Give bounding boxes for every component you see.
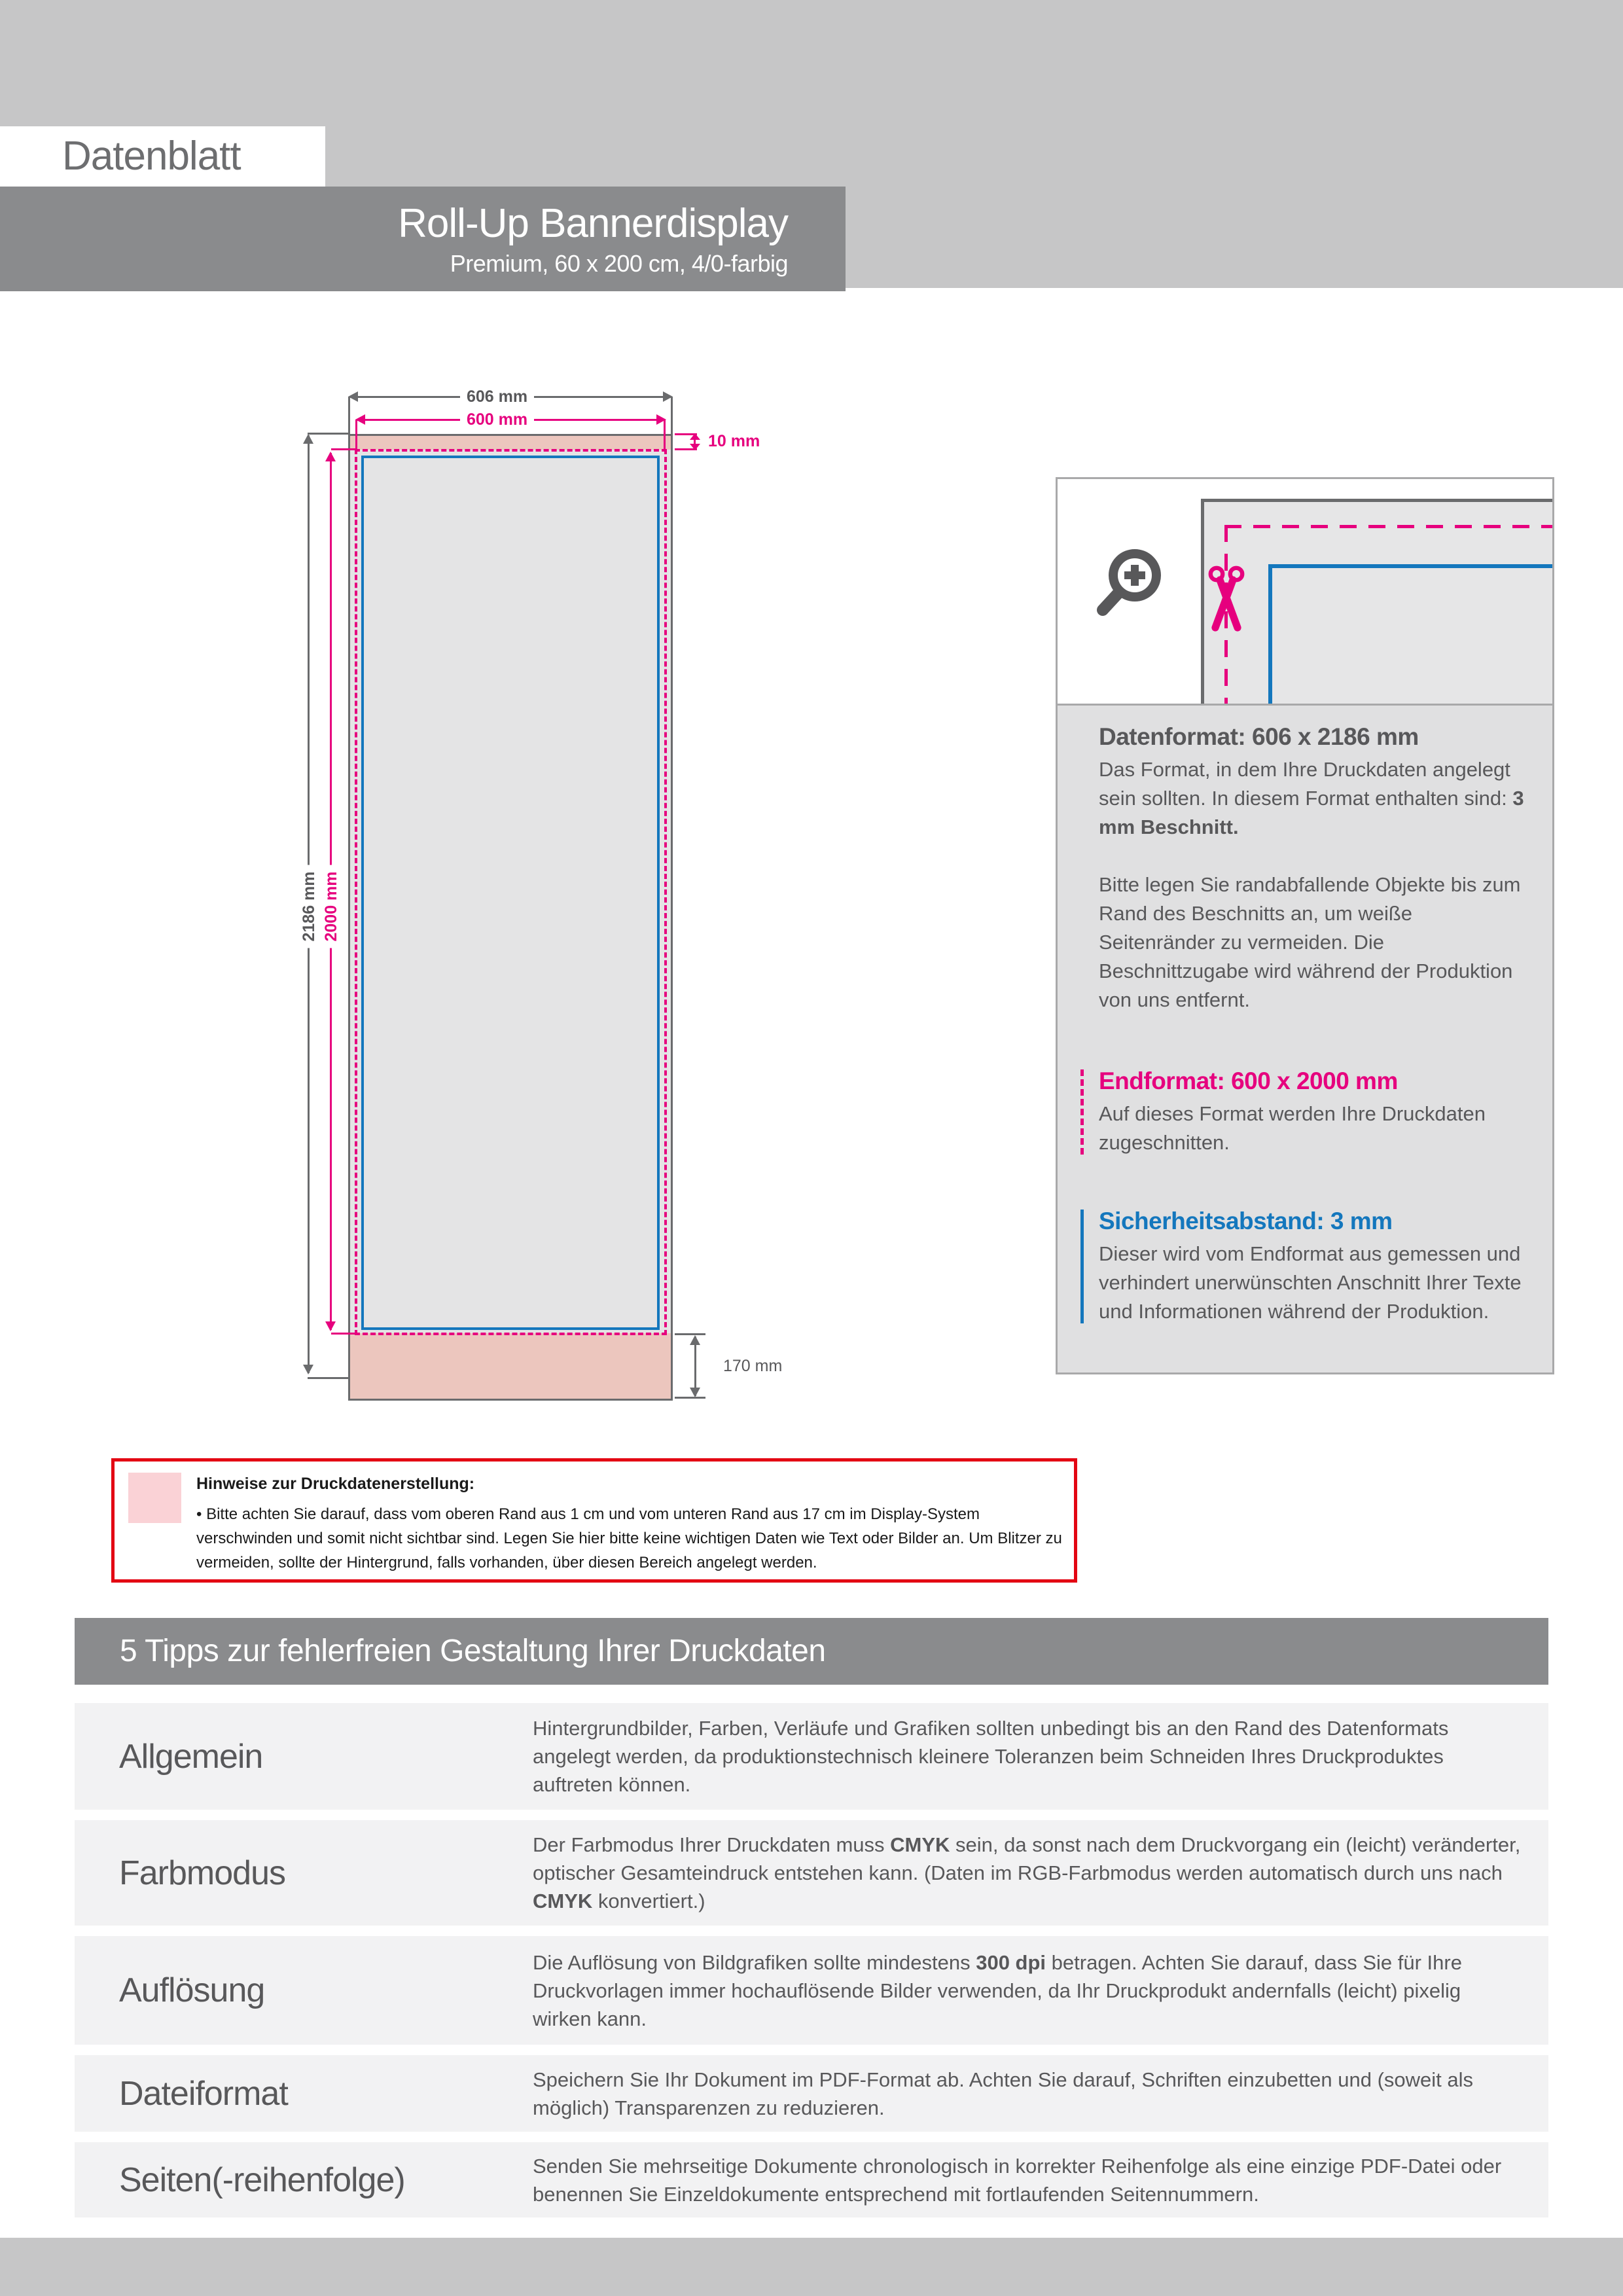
product-header [0, 187, 846, 291]
datenformat-paragraph: Bitte legen Sie randabfallende Objekte bis zum Rand des Beschnitts an, um weiße Seitenränder zu vermeiden. Die Beschnittzugabe wird während der Produktion von uns entfernt. [1099, 873, 1521, 1011]
dim-final-height-label: 2000 mm [320, 865, 342, 948]
safety-line-vertical [1268, 564, 1272, 704]
arrow-down-icon [325, 1321, 336, 1331]
tips-row-text: Hintergrundbilder, Farben, Verläufe und Grafiken sollten unbedingt bis an den Rand des Datenformats angelegt werden, da produktionstechnisch kleinere Toleranzen beim Schneiden Ihres Druckproduktes auftreten können. [533, 1717, 1449, 1796]
cut-line-horizontal [1224, 525, 1552, 528]
sicherheitsabstand-heading: Sicherheitsabstand: 3 mm [1099, 1208, 1393, 1234]
extension-line [331, 448, 355, 450]
notes-color-swatch [128, 1473, 181, 1523]
arrow-up-icon [303, 434, 313, 444]
info-panel-text [1058, 706, 1552, 1372]
dim-total-height-label: 2186 mm [298, 865, 320, 948]
dim-top-hidden-label: 10 mm [708, 432, 760, 450]
notes-title: Hinweise zur Druckdatenerstellung: [196, 1475, 475, 1493]
tips-row-text: Speichern Sie Ihr Dokument im PDF-Format ab. Achten Sie darauf, Schriften einzubetten und (soweit als möglich) Transparenzen zu reduzieren. [533, 2068, 1474, 2119]
notes-box [111, 1458, 1077, 1583]
extension-line [308, 1377, 348, 1379]
tips-row-text: Die Auflösung von Bildgrafiken sollte mindestens 300 dpi betragen. Achten Sie darauf, dass Sie für Ihre Druckvorlagen immer hochauflösende Bilder verwenden, da Ihr Druckprodukt andernfalls (leicht) pixelig wirken kann. [533, 1950, 1462, 2030]
hidden-area-bottom [350, 1333, 671, 1399]
tips-row-body [533, 1703, 1521, 1810]
arrow-up-icon [325, 452, 336, 461]
extension-line [664, 420, 666, 450]
arrow-up-icon [690, 1335, 700, 1345]
tips-row-label: Allgemein [119, 1737, 263, 1776]
dim-bottom-hidden-label: 170 mm [723, 1357, 783, 1375]
datenformat-heading: Datenformat: 606 x 2186 mm [1099, 723, 1419, 750]
corner-illustration [1201, 499, 1552, 704]
sheet-label: Datenblatt [0, 126, 325, 187]
notes-body: • Bitte achten Sie darauf, dass vom oberen Rand aus 1 cm und vom unteren Rand aus 17 cm im Display-System verschwinden und somit nicht sichtbar sind. Legen Sie hier bitte keine wichtigen Daten wie Text oder Bilder an. Um Blitzer zu vermeiden, sollte der Hintergrund, falls vorhanden, über diesen Bereich angelegt werden. [196, 1505, 1062, 1571]
magnifier-plus-icon [1090, 535, 1188, 639]
tips-row [75, 2055, 1548, 2132]
tips-row-body [533, 1936, 1521, 2045]
endformat-marker-line [1080, 1069, 1084, 1155]
extension-line [355, 420, 357, 450]
product-title: Roll-Up Bannerdisplay [398, 200, 788, 246]
dim-final-width-label: 600 mm [460, 408, 534, 431]
safety-area-rect [361, 456, 660, 1330]
tips-row-text: Der Farbmodus Ihrer Druckdaten muss CMYK sein, da sonst nach dem Druckvorgang ein (leicht) veränderter, optischer Gesamteindruck entstehen kann. (Daten im RGB-Farbmodus werden automatisch durch uns nach CMYK konvertiert.) [533, 1833, 1521, 1912]
tips-row-label: Seiten(-reihenfolge) [119, 2161, 405, 2199]
extension-line [308, 433, 348, 435]
tips-row [75, 1936, 1548, 2045]
extension-line [671, 397, 673, 434]
datenformat-paragraph: Das Format, in dem Ihre Druckdaten angelegt sein sollten. In diesem Format enthalten sind: 3 mm Beschnitt. [1099, 758, 1524, 838]
tips-row-label: Dateiformat [119, 2074, 288, 2113]
sicherheitsabstand-marker-line [1080, 1210, 1084, 1323]
footer-band [0, 2238, 1623, 2296]
endformat-heading: Endformat: 600 x 2000 mm [1099, 1067, 1398, 1094]
endformat-paragraph: Auf dieses Format werden Ihre Druckdaten zugeschnitten. [1099, 1102, 1486, 1154]
tips-row-label: Auflösung [119, 1971, 265, 2009]
tips-row [75, 2142, 1548, 2217]
arrow-down-icon [690, 444, 700, 450]
dim-total-width-label: 606 mm [460, 386, 534, 408]
tips-row-label: Farbmodus [119, 1854, 285, 1892]
tips-row-text: Senden Sie mehrseitige Dokumente chronologisch in korrekter Reihenfolge als eine einzige PDF-Datei oder benennen Sie Einzeldokumente entsprechend mit fortlaufenden Seitennummern. [533, 2154, 1502, 2206]
hidden-area-top [350, 436, 671, 450]
safety-line-horizontal [1268, 564, 1552, 568]
preview-box [1058, 479, 1552, 706]
tips-row-body [533, 2055, 1521, 2132]
tips-row [75, 1820, 1548, 1926]
arrow-down-icon [690, 1388, 700, 1397]
extension-line [331, 1333, 355, 1335]
arrow-down-icon [303, 1365, 313, 1374]
scissors-icon [1204, 565, 1249, 637]
tips-banner: 5 Tipps zur fehlerfreien Gestaltung Ihrer Druckdaten [75, 1618, 1548, 1685]
section-endformat [1099, 1067, 1527, 1157]
tips-row [75, 1703, 1548, 1810]
section-sicherheitsabstand [1099, 1207, 1527, 1326]
tips-row-body [533, 1820, 1521, 1926]
info-panel [1056, 477, 1554, 1374]
arrow-up-icon [690, 433, 700, 440]
section-datenformat [1099, 723, 1527, 1014]
sicherheitsabstand-paragraph: Dieser wird vom Endformat aus gemessen und verhindert unerwünschten Anschnitt Ihrer Texte und Informationen während der Produktion. [1099, 1242, 1522, 1323]
product-subtitle: Premium, 60 x 200 cm, 4/0-farbig [450, 249, 788, 277]
tips-row-body [533, 2142, 1521, 2217]
extension-line [348, 397, 350, 434]
